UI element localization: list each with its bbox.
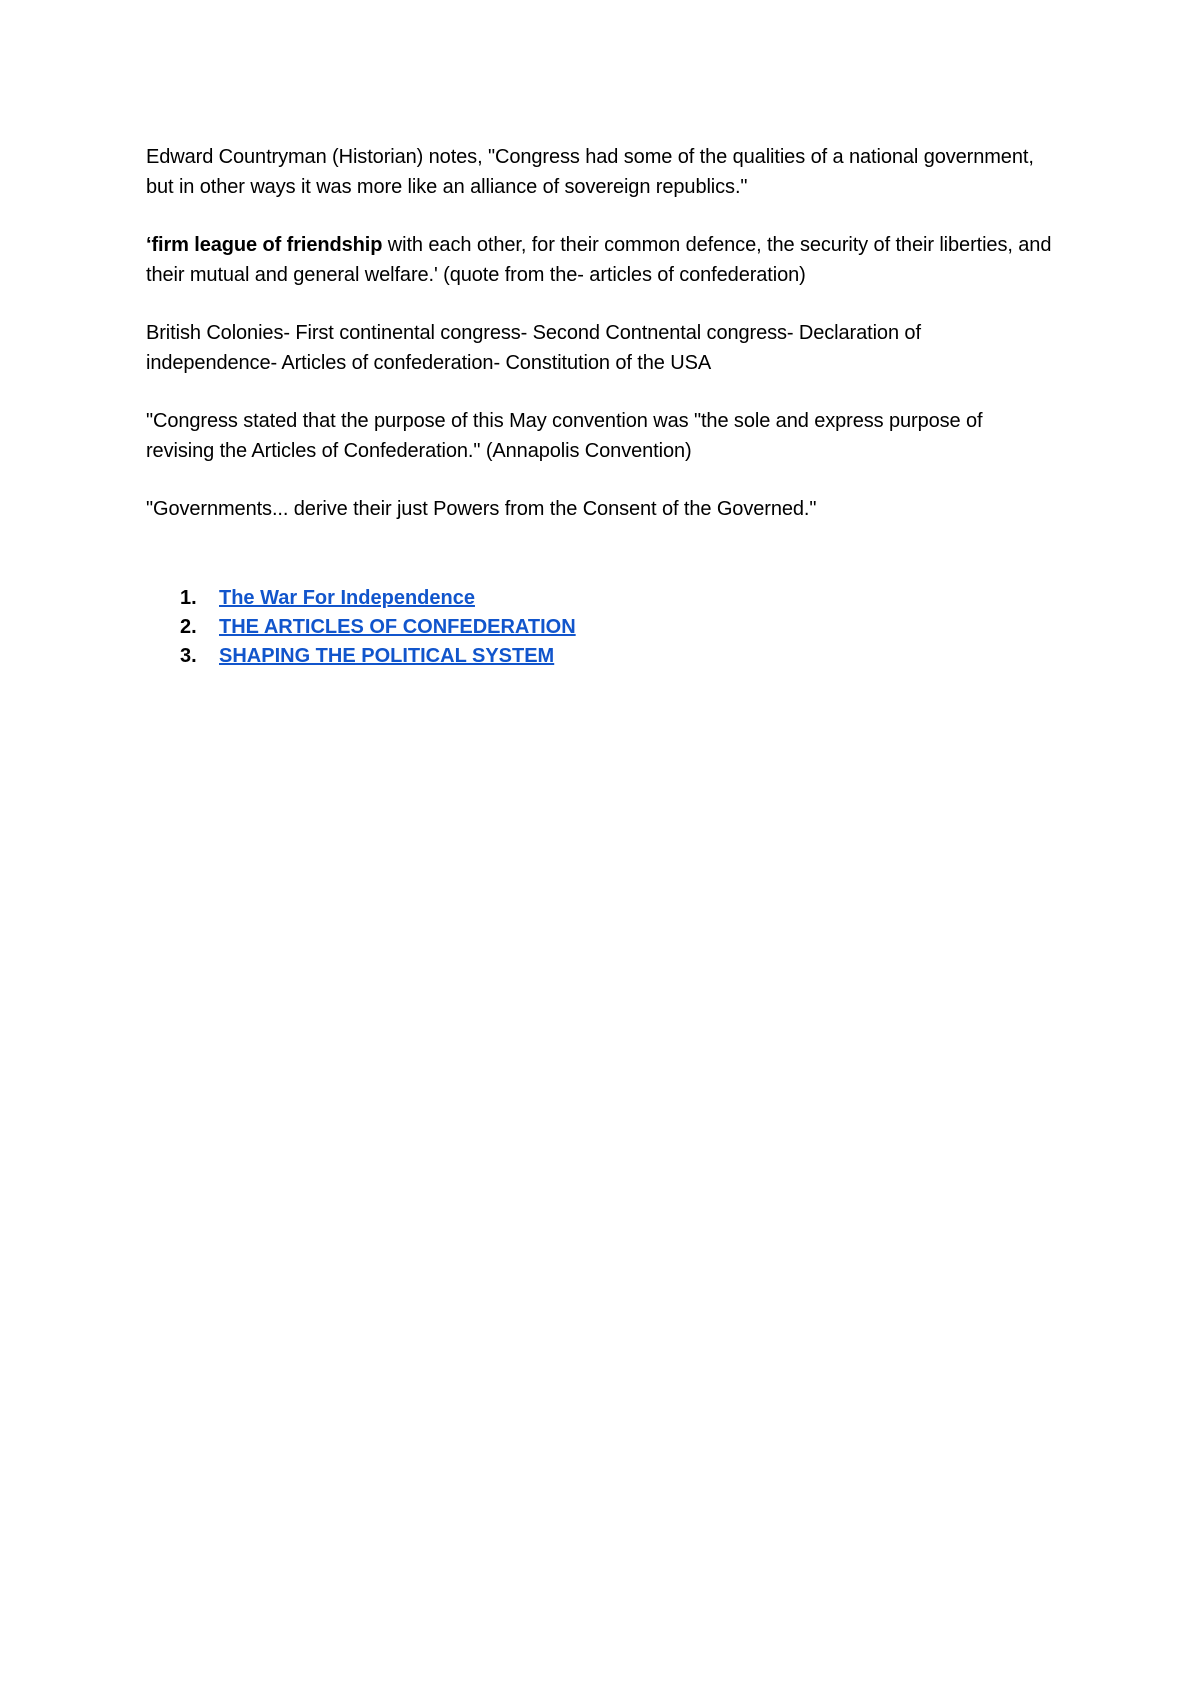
paragraph-text: British Colonies- First continental congress- Second Contnental congress- Declaration of independence- Articles of confederation- Constitution of the USA [146,322,921,374]
paragraph-text: "Congress stated that the purpose of this May convention was "the sole and express purpose of revising the Articles of Confederation." (Annapolis Convention) [146,410,983,462]
list-item [180,642,576,671]
list-number: 1. [180,587,197,609]
paragraph-timeline [146,319,1056,378]
paragraph-governments-quote [146,495,1056,525]
paragraph-text: "Governments... derive their just Powers from the Consent of the Governed." [146,498,817,520]
link-war-for-independence[interactable]: The War For Independence [219,587,475,609]
paragraph-countryman-quote [146,143,1056,202]
list-number: 2. [180,616,197,638]
paragraph-text: Edward Countryman (Historian) notes, "Congress had some of the qualities of a national government, but in other ways it was more like an alliance of sovereign republics." [146,146,1034,198]
list-item [180,613,576,642]
paragraph-text: with each other, for their common defence, the security of their liberties, and their mutual and general welfare.' (quote from the- articles of confederation) [146,234,1052,286]
paragraph-articles-quote [146,231,1056,290]
document-page [146,143,1056,525]
link-shaping-the-political-system[interactable]: SHAPING THE POLITICAL SYSTEM [219,645,555,667]
bold-phrase: ‘firm league of friendship [146,234,383,256]
list-item [180,584,576,613]
list-number: 3. [180,645,197,667]
paragraph-annapolis-quote [146,407,1056,466]
link-articles-of-confederation[interactable]: THE ARTICLES OF CONFEDERATION [219,616,576,638]
link-list [180,584,576,671]
